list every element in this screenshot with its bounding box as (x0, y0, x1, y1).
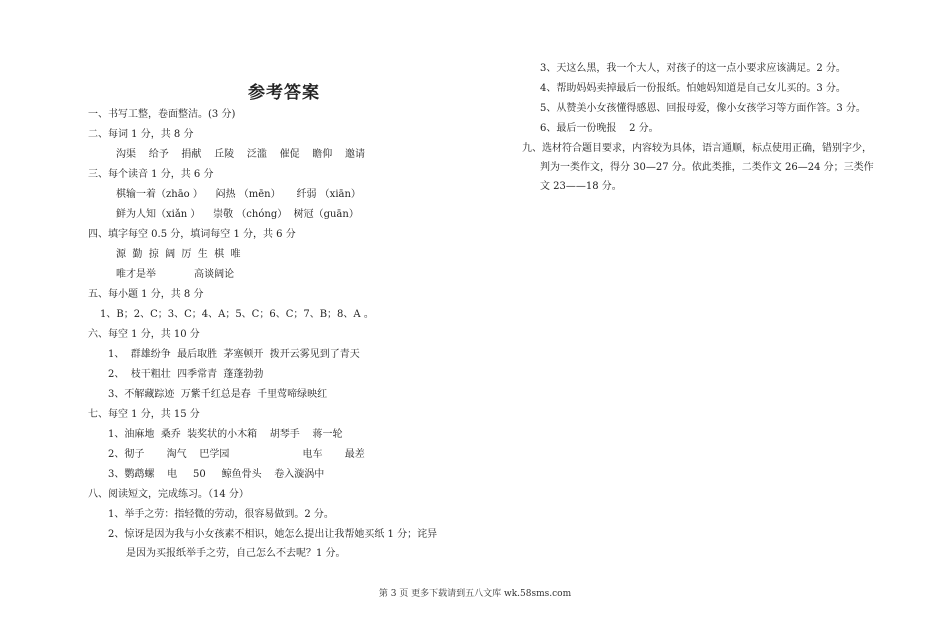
section-6-item-1: 1、 群雄纷争 最后取胜 茅塞顿开 拨开云雾见到了青天 (108, 349, 360, 360)
section-8-item-1: 1、举手之劳：指轻微的劳动，很容易做到。2 分。 (108, 509, 334, 520)
section-8: 八、阅读短文，完成练习。（14 分） (88, 489, 249, 500)
section-6: 六、每空 1 分，共 10 分 (88, 329, 200, 340)
section-4: 四、填字每空 0.5 分，填词每空 1 分，共 6 分 (88, 229, 296, 240)
section-8-item-4: 4、帮助妈妈卖掉最后一份报纸。怕她妈知道是自己女儿买的。3 分。 (540, 83, 846, 94)
section-1: 一、书写工整，卷面整洁。(3 分) (88, 109, 236, 120)
section-9: 九、选材符合题目要求，内容较为具体，语言通顺，标点使用正确，错别字少， (522, 143, 872, 154)
section-8-item-2: 2、惊讶是因为我与小女孩素不相识，她怎么提出让我帮她买纸 1 分；诧异 (108, 529, 438, 540)
section-3: 三、每个读音 1 分，共 6 分 (88, 169, 214, 180)
page-title: 参考答案 (248, 83, 320, 103)
section-5-answers: 1、B；2、C；3、C；4、A；5、C；6、C；7、B；8、A 。 (100, 309, 374, 320)
section-2-words: 沟渠 给予 捐献 丘陵 泛滥 催促 瞻仰 邀请 (116, 149, 366, 160)
section-7-item-3: 3、鹦鹉螺 电 50 鲸鱼骨头 卷入漩涡中 (108, 469, 325, 480)
section-4-chars: 源 勤 掠 阔 厉 生 棋 唯 (116, 249, 241, 260)
section-3-row-1: 棋输一着（zhāo ） 闷热 （mēn） 纤弱 （xiān） (116, 189, 361, 200)
section-7-item-1: 1、油麻地 桑乔 装奖状的小木箱 胡琴手 蒋一轮 (108, 429, 343, 440)
page-footer: 第 3 页 更多下载请到五八文库 wk.58sms.com (378, 589, 572, 599)
section-6-item-2: 2、 枝干粗壮 四季常青 蓬蓬勃勃 (108, 369, 264, 380)
section-9-cont-2: 文 23——18 分。 (540, 181, 622, 192)
section-3-row-2: 鲜为人知（xiǎn ） 崇敬 （chóng） 树冠（guān） (116, 209, 359, 220)
section-5: 五、每小题 1 分，共 8 分 (88, 289, 204, 300)
section-8-item-3: 3、天这么黑，我一个大人，对孩子的这一点小要求应该满足。2 分。 (540, 63, 846, 74)
section-6-item-3: 3、不解藏踪迹 万紫千红总是春 千里莺啼绿映红 (108, 389, 328, 400)
section-7-item-2: 2、彻子 淘气 巴学园 电车 最差 (108, 449, 365, 460)
section-7: 七、每空 1 分，共 15 分 (88, 409, 200, 420)
section-9-cont-1: 判为一类作文，得分 30—27 分。依此类推，二类作文 26—24 分；三类作 (540, 162, 874, 173)
section-8-item-5: 5、从赞美小女孩懂得感恩、回报母爱，像小女孩学习等方面作答。3 分。 (540, 103, 866, 114)
section-4-words: 唯才是举 高谈阔论 (116, 269, 235, 280)
section-8-item-6: 6、最后一份晚报 2 分。 (540, 123, 659, 134)
section-8-item-2-cont: 是因为买报纸举手之劳，自己怎么不去呢？1 分。 (126, 548, 346, 559)
section-2: 二、每词 1 分，共 8 分 (88, 129, 194, 140)
